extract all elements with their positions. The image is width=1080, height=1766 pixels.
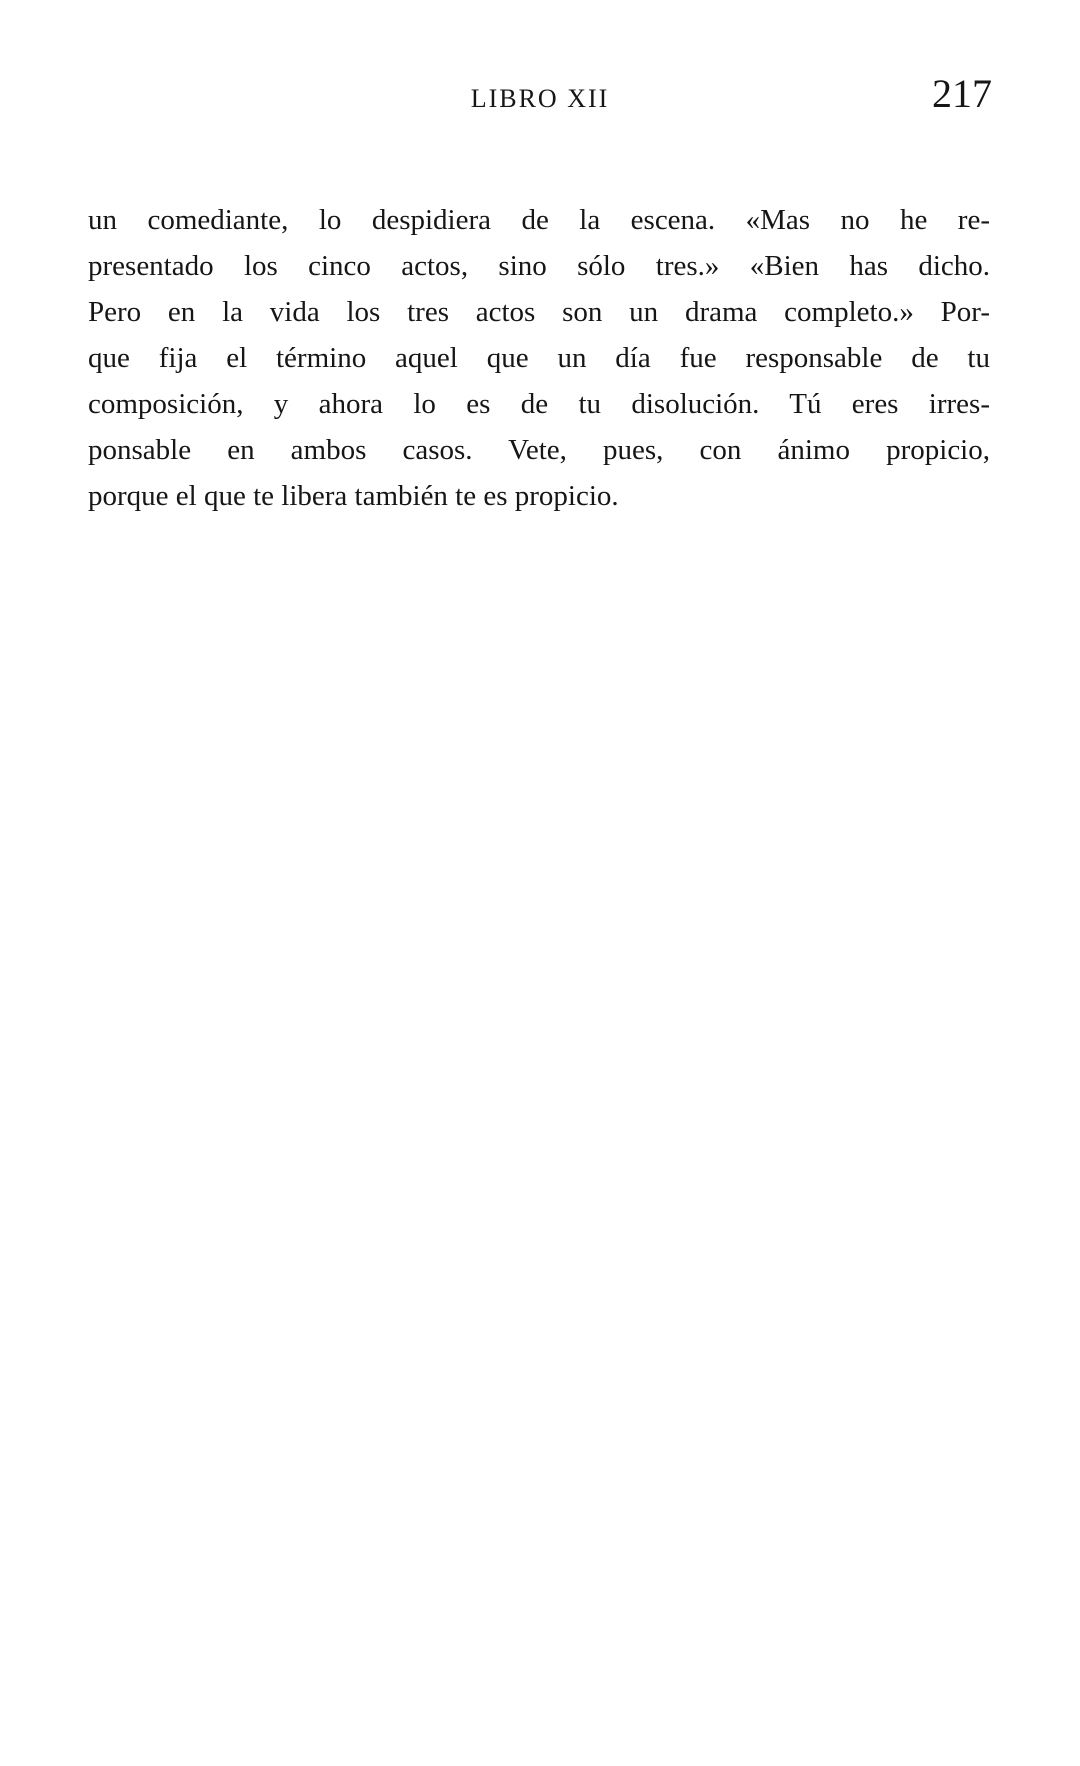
text-line: composición, y ahora lo es de tu disolución. Tú eres irres-: [88, 388, 990, 420]
paragraph: [88, 197, 990, 519]
text-line: un comediante, lo despidiera de la escena. «Mas no he re-: [88, 204, 990, 236]
running-title: LIBRO XII: [470, 84, 610, 113]
text-line: porque el que te libera también te es propicio.: [88, 480, 619, 512]
text-line: ponsable en ambos casos. Vete, pues, con ánimo propicio,: [88, 434, 990, 466]
text-line: presentado los cinco actos, sino sólo tres.» «Bien has dicho.: [88, 250, 990, 282]
running-header: [0, 71, 1080, 122]
page-number: 217: [932, 71, 992, 116]
text-line: Pero en la vida los tres actos son un drama completo.» Por-: [88, 296, 990, 328]
text-line: que fija el término aquel que un día fue responsable de tu: [88, 342, 990, 374]
